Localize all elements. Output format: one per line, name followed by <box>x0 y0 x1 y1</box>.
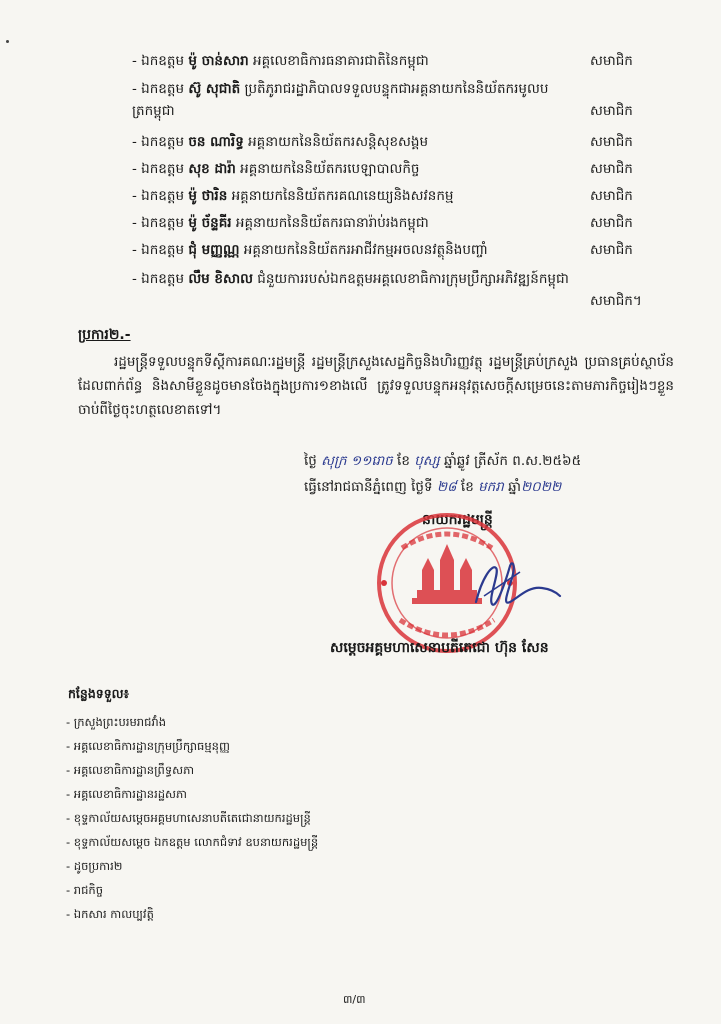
member-row-3: - ឯកឧត្តម ចន ណារិទ្ធ អគ្គនាយកនៃនិយ័តករសន្តិសុខសង្គម សមាជិក <box>112 131 672 153</box>
recipients-list <box>66 710 318 926</box>
signer-name: សម្តេចអគ្គមហាសេនាបតីតេជោ ហ៊ុន សែន <box>330 640 549 656</box>
member-row-5: - ឯកឧត្តម ម៉ូ ថារិន អគ្គនាយកនៃនិយ័តករគណនេយ្យនិងសវនកម្ម សមាជិក <box>112 185 672 207</box>
recipient-item: - ខុទ្ទកាល័យសម្តេចអគ្គមហាសេនាបតីតេជោនាយករដ្ឋមន្ត្រី <box>66 811 311 825</box>
member-role: សមាជិក។ <box>590 293 642 309</box>
recipient-item: - អគ្គលេខាធិការដ្ឋានក្រុមប្រឹក្សាធម្មនុញ្ញ <box>66 739 230 753</box>
member-role: សមាជិក <box>590 103 633 119</box>
scan-speck <box>6 40 9 43</box>
signer-title: នាយករដ្ឋមន្ត្រី <box>422 512 493 528</box>
lunar-date-line: ថ្ងៃ សុក្រ ១១រោច ខែ បុស្ស ឆ្នាំឆ្លូវ ត្រីស័ក ព.ស.២៥៦៥ <box>304 453 582 469</box>
member-row-1: - ឯកឧត្តម ម៉ូ ចាន់សារា អគ្គលេខាធិការធនាគារជាតិនៃកម្ពុជា សមាជិក <box>112 50 672 72</box>
member-role: សមាជិក <box>590 242 633 258</box>
member-row-4: - ឯកឧត្តម សុខ ដារ៉ា អគ្គនាយកនៃនិយ័តករបេឡាបាលកិច្ច សមាជិក <box>112 158 672 180</box>
member-role: សមាជិក <box>590 53 633 69</box>
solar-date-line: ធ្វើនៅរាជធានីភ្នំពេញ ថ្ងៃទី ២៨ ខែ មករា ឆ្នាំ២០២២ <box>304 479 562 495</box>
page-number: ៣/៣ <box>343 993 366 1006</box>
recipient-item: - រាជកិច្ច <box>66 883 104 897</box>
member-row-2: - ឯកឧត្តម ស៊ូ សុជាតិ ប្រតិភូរាជរដ្ឋាភិបាលទទួលបន្ទុកជាអគ្គនាយកនៃនិយ័តករមូលបត្រកម្ពុជា សមាជិក <box>112 78 672 122</box>
article-heading: ប្រការ២.- <box>78 327 131 343</box>
handwritten-signature-icon <box>462 556 562 626</box>
member-role: សមាជិក <box>590 134 633 150</box>
recipient-item: - ឯកសារ កាលប្បវត្តិ <box>66 907 154 921</box>
recipient-item: - ដូចប្រការ២ <box>66 859 123 873</box>
member-role: សមាជិក <box>590 188 633 204</box>
member-role: សមាជិក <box>590 215 633 231</box>
article-body: រដ្ឋមន្ត្រីទទួលបន្ទុកទីស្តីការគណៈរដ្ឋមន្ត្រី រដ្ឋមន្ត្រីក្រសួងសេដ្ឋកិច្ចនិងហិរញ្ញវត្ថុ រដ្ឋមន្ត្រីគ្រប់ក្រសួង ប្រធានគ្រប់ស្ថាប័នដែលពាក់ព័ន្ធ និងសាមីខ្លួនដូចមានចែងក្នុងប្រការ១ខាងលើ ត្រូវទទួលបន្ទុកអនុវត្តសេចក្តីសម្រេចនេះតាមភារកិច្ចរៀងៗខ្លួន ចាប់ពីថ្ងៃចុះហត្ថលេខាតទៅ។ <box>78 354 674 418</box>
recipient-item: - ក្រសួងព្រះបរមរាជវាំង <box>66 715 167 729</box>
member-row-8: - ឯកឧត្តម លឹម ខិសាល ជំនួយការរបស់ឯកឧត្តមអគ្គលេខាធិការក្រុមប្រឹក្សាអភិវឌ្ឍន៍កម្ពុជា សមាជិក។ <box>112 268 672 312</box>
member-role: សមាជិក <box>590 161 633 177</box>
member-row-7: - ឯកឧត្តម ជុំ មញ្ញណ្ណ អគ្គនាយកនៃនិយ័តករអាជីវកម្មអចលនវត្ថុនិងបញ្ចាំ សមាជិក <box>112 239 672 261</box>
recipient-item: - អគ្គលេខាធិការដ្ឋានព្រឹទ្ធសភា <box>66 763 195 777</box>
member-row-6: - ឯកឧត្តម ម៉ូ ច័ន្ទគីរ អគ្គនាយកនៃនិយ័តករធានារ៉ាប់រងកម្ពុជា សមាជិក <box>112 212 672 234</box>
recipients-title: កន្លែងទទួល៖ <box>68 686 130 701</box>
recipient-item: - ខុទ្ទកាល័យសម្តេច ឯកឧត្តម លោកជំទាវ ឧបនាយករដ្ឋមន្ត្រី <box>66 835 319 849</box>
recipient-item: - អគ្គលេខាធិការដ្ឋានរដ្ឋសភា <box>66 787 187 801</box>
